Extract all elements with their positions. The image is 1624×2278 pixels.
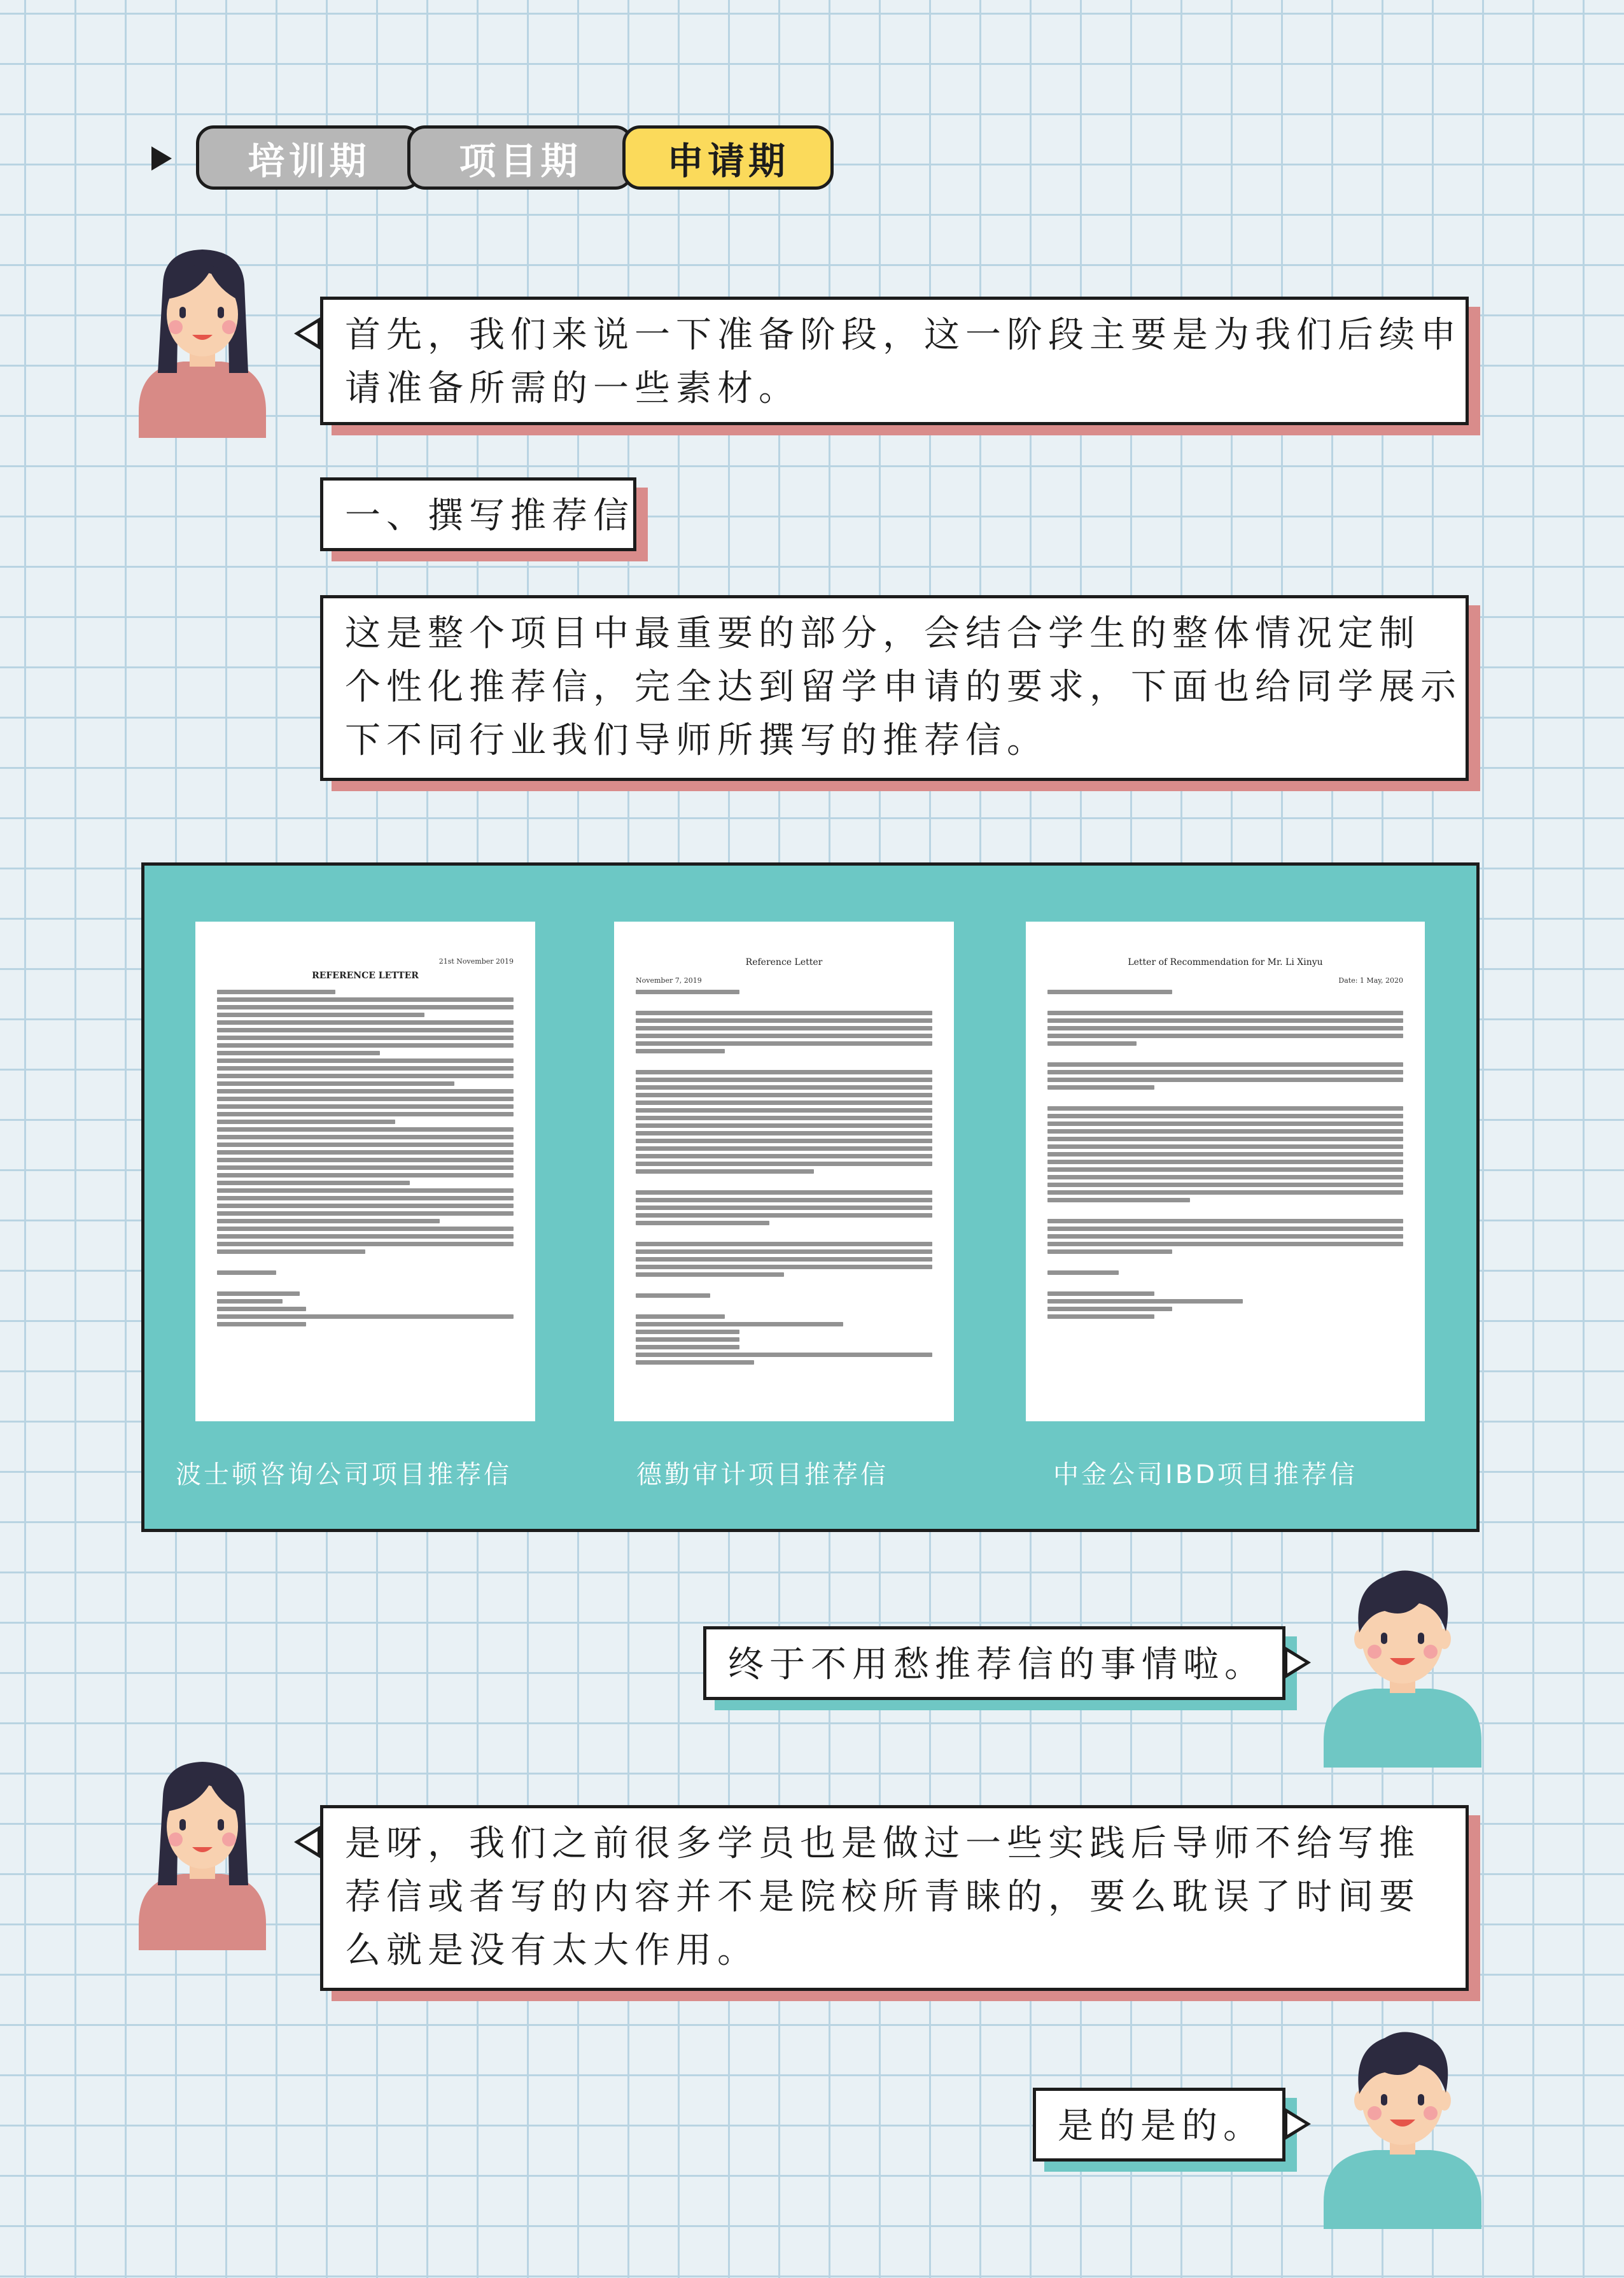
tab-training[interactable]: 培训期: [196, 125, 422, 190]
message-line: 个性化推荐信，完全达到留学申请的要求，下面也给同学展示: [345, 666, 1462, 708]
letter-sample-deloitte[interactable]: Reference Letter November 7, 2019: [614, 922, 954, 1421]
letter-sample-bcg[interactable]: 21st November 2019 REFERENCE LETTER: [195, 922, 535, 1421]
letters-panel: [141, 862, 1480, 1532]
message-bubble-agree: 是的是的。: [1033, 2088, 1285, 2162]
message-line: 是呀，我们之前很多学员也是做过一些实践后导师不给写推: [345, 1823, 1420, 1864]
message-bubble-intro: [320, 297, 1469, 425]
message-bubble-experience: [320, 1805, 1469, 1991]
message-bubble-description: [320, 595, 1469, 781]
section-title: 一、撰写推荐信: [320, 477, 636, 551]
message-line: 首先，我们来说一下准备阶段，这一阶段主要是为我们后续申: [345, 314, 1462, 356]
message-bubble-relief: 终于不用愁推荐信的事情啦。: [703, 1626, 1285, 1700]
letter-sample-cicc[interactable]: Letter of Recommendation for Mr. Li Xinyu Date: 1 May, 2020: [1026, 922, 1425, 1421]
girl-avatar: [139, 1758, 266, 1950]
boy-avatar: [1324, 1563, 1481, 1768]
message-line: 么就是没有太大作用。: [345, 1930, 759, 1971]
speech-tail: [294, 317, 321, 350]
play-icon: [151, 146, 172, 171]
letter-caption-bcg: 波士顿咨询公司项目推荐信: [176, 1460, 512, 1489]
tab-application[interactable]: 申请期: [622, 125, 834, 190]
speech-tail: [1284, 2107, 1311, 2141]
message-line: 请准备所需的一些素材。: [345, 368, 800, 409]
speech-tail: [294, 1825, 321, 1859]
message-line: 荐信或者写的内容并不是院校所青睐的，要么耽误了时间要: [345, 1876, 1420, 1918]
speech-tail: [1284, 1646, 1311, 1679]
tab-project[interactable]: 项目期: [407, 125, 633, 190]
message-line: 下不同行业我们导师所撰写的推荐信。: [345, 720, 1048, 761]
letter-caption-cicc: 中金公司IBD项目推荐信: [1053, 1460, 1358, 1489]
letter-caption-deloitte: 德勤审计项目推荐信: [636, 1460, 888, 1489]
boy-avatar: [1324, 2024, 1481, 2229]
girl-avatar: [139, 246, 266, 438]
message-line: 这是整个项目中最重要的部分，会结合学生的整体情况定制: [345, 613, 1420, 654]
